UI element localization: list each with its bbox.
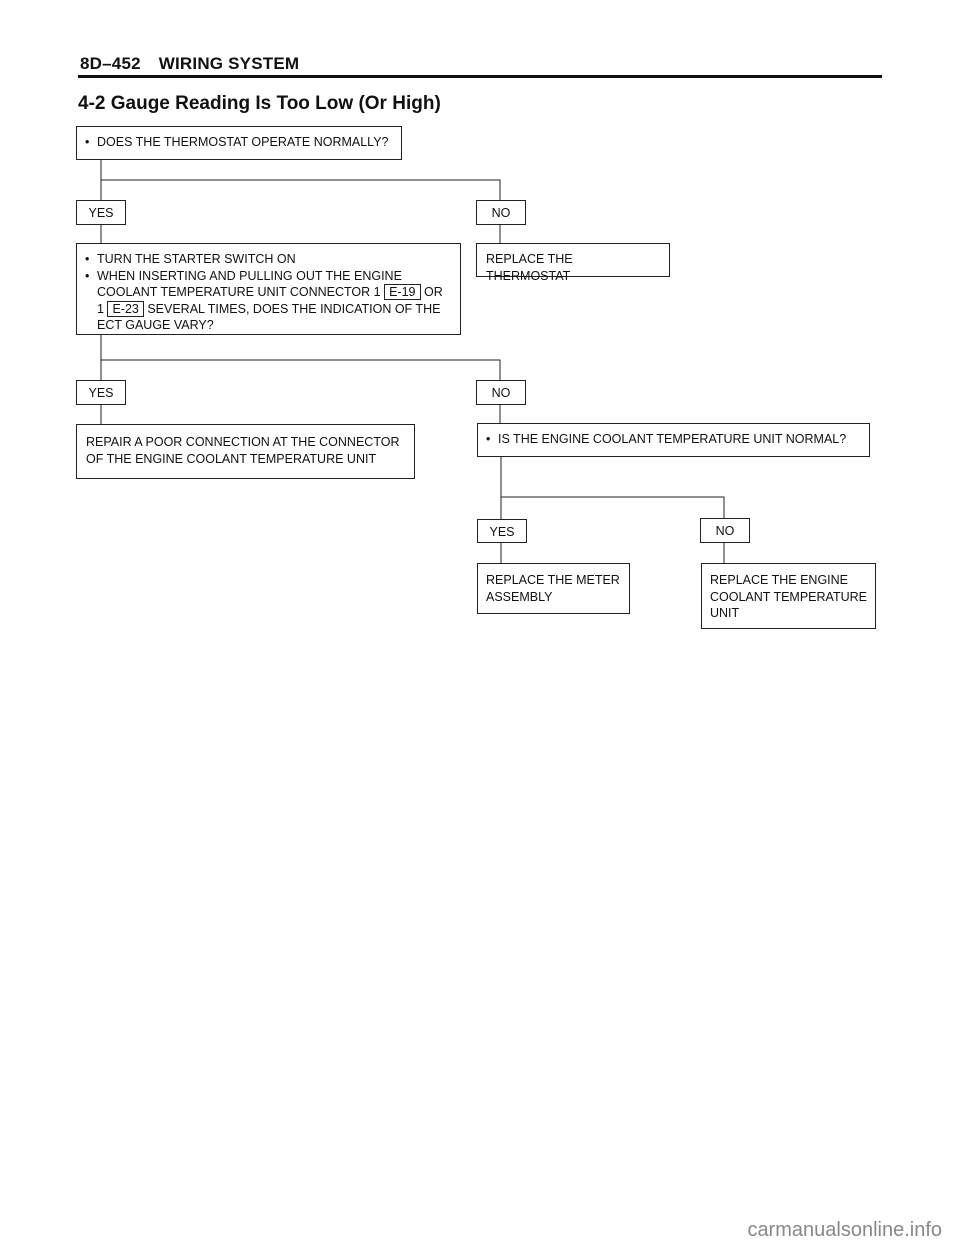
q2-yes-label: YES xyxy=(76,380,126,405)
connector-q3 xyxy=(501,457,724,518)
question-ect-gauge xyxy=(76,243,461,335)
q1-yes-label: YES xyxy=(76,200,126,225)
section-title: WIRING SYSTEM xyxy=(158,54,300,73)
question-thermostat-text: • DOES THE THERMOSTAT OPERATE NORMALLY? xyxy=(85,134,393,151)
q2-item-starter: • TURN THE STARTER SWITCH ON xyxy=(85,251,452,268)
q3-no-label: NO xyxy=(700,518,750,543)
connector-tag-e23: E-23 xyxy=(107,301,143,317)
page-code: 8D–452 xyxy=(80,54,141,73)
question-thermostat xyxy=(76,126,402,160)
watermark: carmanualsonline.info xyxy=(747,1219,942,1241)
connector-q1 xyxy=(101,160,500,200)
q1-no-label: NO xyxy=(476,200,526,225)
action-replace-ect-unit: REPLACE THE ENGINE COOLANT TEMPERATURE UNIT xyxy=(701,563,876,629)
page-title: 4-2 Gauge Reading Is Too Low (Or High) xyxy=(78,93,441,114)
q2-no-label: NO xyxy=(476,380,526,405)
q2-text-a: WHEN INSERTING AND PULLING OUT THE ENGINE COOLANT TEMPERATURE UNIT CONNECTOR 1 xyxy=(97,268,402,299)
q2-text-b: OR 1 xyxy=(97,285,443,316)
q2-item-connector xyxy=(85,268,452,334)
action-replace-thermostat: REPLACE THE THERMOSTAT xyxy=(476,243,670,277)
q3-yes-label: YES xyxy=(477,519,527,543)
q2-text-c: SEVERAL TIMES, DOES THE INDICATION OF THE ECT GAUGE VARY? xyxy=(97,301,441,332)
action-repair-connection: REPAIR A POOR CONNECTION AT THE CONNECTOR OF THE ENGINE COOLANT TEMPERATURE UNIT xyxy=(76,424,415,479)
connector-q2 xyxy=(101,335,500,380)
action-replace-meter: REPLACE THE METER ASSEMBLY xyxy=(477,563,630,614)
question-ect-unit xyxy=(477,423,870,457)
connector-tag-e19: E-19 xyxy=(384,284,420,300)
question-ect-unit-text: • IS THE ENGINE COOLANT TEMPERATURE UNIT NORMAL? xyxy=(486,431,861,448)
